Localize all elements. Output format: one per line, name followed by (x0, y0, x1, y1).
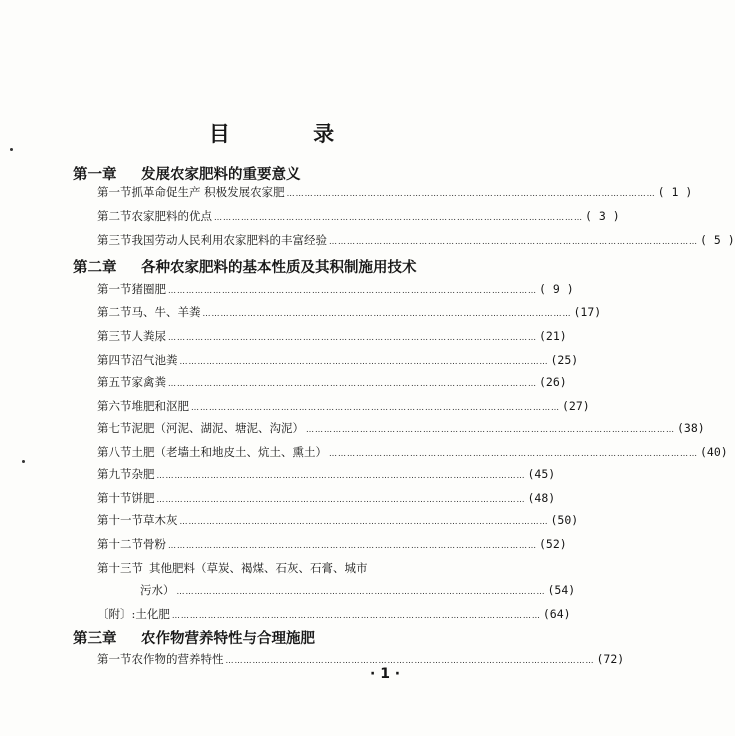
toc-section[interactable] (97, 304, 602, 320)
toc-entry-title: 猪圈肥 (131, 282, 166, 296)
toc-section[interactable] (97, 560, 417, 576)
toc-entry-page: (17) (573, 305, 602, 319)
toc-entry-page: (40) (700, 445, 728, 459)
toc-entry-title: 发展农家肥料的重要意义 (141, 166, 301, 183)
toc-entry-title: 其他肥料（草炭、褐煤、石灰、石膏、城市 (149, 561, 368, 575)
toc-section[interactable] (97, 281, 574, 297)
toc-entry-title: 草木灰 (143, 513, 178, 527)
toc-entry-page: (25) (550, 353, 579, 367)
leader-dots: …………………………………………………………………………………………………………… (156, 495, 526, 504)
leader-dots: …………………………………………………………………………………………………………… (329, 449, 698, 458)
toc-section[interactable] (97, 328, 567, 344)
leader-dots: …………………………………………………………………………………………………………… (214, 213, 583, 222)
toc-entry-title: 堆肥和沤肥 (131, 399, 189, 413)
toc-entry-title: 农作物营养特性与合理施肥 (141, 630, 315, 647)
leader-dots: …………………………………………………………………………………………………………… (329, 237, 698, 246)
toc-entry-title: 泥肥（河泥、湖泥、塘泥、沟泥） (131, 421, 304, 435)
leader-dots: …………………………………………………………………………………………………………… (179, 517, 549, 526)
section-number: 第一节 (97, 185, 132, 199)
leader-dots: …………………………………………………………………………………………………………… (191, 403, 560, 412)
toc-entry-title: 家禽粪 (131, 375, 166, 389)
toc-section[interactable] (97, 536, 567, 552)
toc-section[interactable] (97, 466, 556, 482)
chapter-number: 第二章 (73, 259, 117, 276)
section-number: 第二节 (97, 209, 132, 223)
section-number: 第八节 (97, 445, 132, 459)
toc-entry-title: 土肥（老墙土和地皮土、炕土、熏土） (131, 445, 327, 459)
section-number: 第五节 (97, 375, 132, 389)
chapter-number: 第三章 (73, 630, 117, 647)
section-number: 第六节 (97, 399, 132, 413)
page-title: 目 录 (208, 122, 373, 146)
leader-dots: …………………………………………………………………………………………………………… (225, 656, 595, 665)
toc-entry-title: 农作物的营养特性 (131, 652, 224, 666)
leader-dots: …………………………………………………………………………………………………………… (168, 333, 537, 342)
leader-dots: …………………………………………………………………………………………………………… (168, 541, 537, 550)
toc-section[interactable] (97, 444, 728, 460)
toc-entry-title: 马、牛、羊粪 (131, 305, 201, 319)
section-number: 第十二节 (97, 537, 143, 551)
toc-entry-page: (48) (527, 491, 556, 505)
toc-chapter[interactable] (73, 163, 433, 184)
scan-speck (10, 148, 13, 151)
section-number: 第四节 (97, 353, 132, 367)
section-number: 第一节 (97, 282, 132, 296)
toc-entry-page: (50) (550, 513, 579, 527)
toc-section[interactable] (97, 420, 705, 436)
toc-chapter[interactable] (73, 256, 433, 277)
toc-entry-page: (64) (542, 607, 571, 621)
toc-entry-title: 人粪尿 (131, 329, 166, 343)
toc-section[interactable] (97, 184, 693, 200)
toc-section[interactable] (97, 398, 590, 414)
section-number: 第十一节 (97, 513, 143, 527)
toc-entry-title: 沼气池粪 (131, 353, 178, 367)
toc-entry-title: 杂肥 (131, 467, 155, 481)
toc-entry-page: (38) (677, 421, 705, 435)
toc-entry-page: ( 3 ) (585, 209, 620, 223)
toc-section[interactable] (97, 490, 556, 506)
toc-chapter[interactable] (73, 627, 433, 648)
toc-section[interactable] (97, 606, 571, 622)
section-number: 第一节 (97, 652, 132, 666)
toc-entry-page: (72) (596, 652, 625, 666)
toc-entry-title: 饼肥 (131, 491, 155, 505)
toc-entry-title: 农家肥料的优点 (131, 209, 212, 223)
leader-dots: …………………………………………………………………………………………………………… (306, 425, 675, 434)
toc-entry-page: (21) (539, 329, 567, 343)
leader-dots: …………………………………………………………………………………………………………… (171, 611, 541, 620)
toc-section[interactable] (97, 208, 620, 224)
leader-dots: …………………………………………………………………………………………………………… (286, 189, 656, 198)
toc-section[interactable] (97, 352, 579, 368)
leader-dots: …………………………………………………………………………………………………………… (168, 286, 537, 295)
toc-entry-page: (27) (562, 399, 590, 413)
toc-entry-page: ( 5 ) (700, 233, 735, 247)
leader-dots: …………………………………………………………………………………………………………… (168, 379, 537, 388)
leader-dots: …………………………………………………………………………………………………………… (156, 471, 526, 480)
toc-entry-page: (54) (547, 583, 576, 597)
toc-entry-title: 骨粉 (143, 537, 166, 551)
toc-entry-continuation (140, 582, 576, 598)
section-number: 第二节 (97, 305, 132, 319)
toc-section[interactable] (97, 374, 567, 390)
toc-entry-title: 土化肥 (135, 607, 170, 621)
section-number: 第三节 (97, 233, 132, 247)
chapter-number: 第一章 (73, 166, 117, 183)
toc-entry-page: (52) (539, 537, 567, 551)
page-number: · 1 · (370, 666, 401, 682)
leader-dots: …………………………………………………………………………………………………………… (179, 357, 549, 366)
toc-section[interactable] (97, 232, 735, 248)
leader-dots: …………………………………………………………………………………………………………… (202, 309, 572, 318)
leader-dots: …………………………………………………………………………………………………………… (176, 587, 546, 596)
section-number: 第九节 (97, 467, 132, 481)
toc-entry-page: (26) (539, 375, 567, 389)
scan-speck (22, 460, 25, 463)
toc-entry-page: ( 1 ) (657, 185, 693, 199)
toc-entry-page: ( 9 ) (539, 282, 574, 296)
section-number: 〔附〕: (97, 607, 136, 621)
section-number: 第十节 (97, 491, 132, 505)
section-number: 第七节 (97, 421, 132, 435)
toc-entry-title: 污水） (140, 583, 175, 597)
toc-section[interactable] (97, 651, 625, 667)
toc-entry-title: 各种农家肥料的基本性质及其积制施用技术 (141, 259, 417, 276)
toc-section[interactable] (97, 512, 579, 528)
toc-entry-page: (45) (527, 467, 556, 481)
section-number: 第三节 (97, 329, 132, 343)
toc-entry-title: 我国劳动人民利用农家肥料的丰富经验 (131, 233, 327, 247)
section-number: 第十三节 (97, 561, 143, 575)
toc-entry-title: 抓革命促生产 积极发展农家肥 (131, 185, 285, 199)
